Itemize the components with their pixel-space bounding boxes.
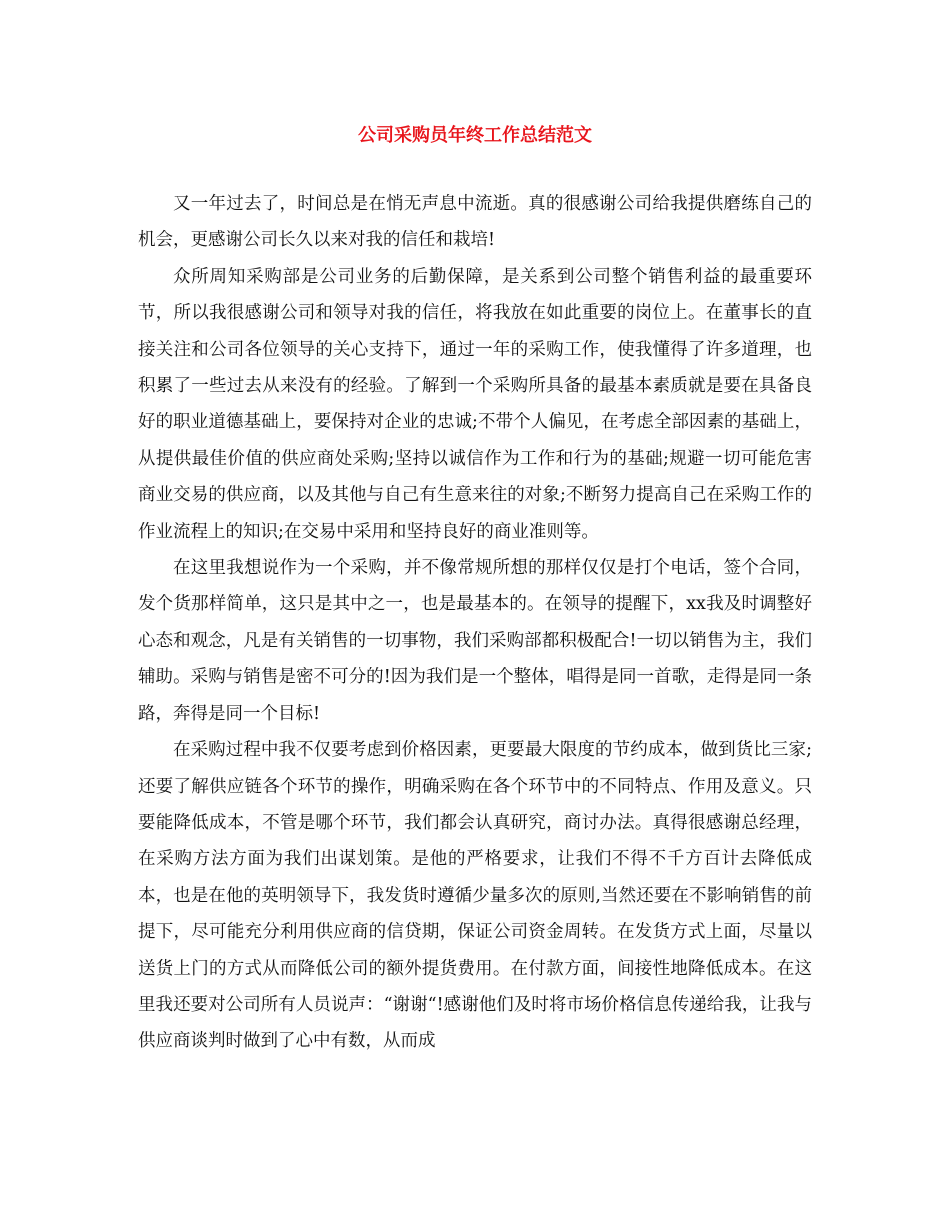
paragraph-3: 在这里我想说作为一个采购，并不像常规所想的那样仅仅是打个电话，签个合同，发个货那样简单，这只是其中之一，也是最基本的。在领导的提醒下，xx我及时调整好心态和观念，凡是有关销售的一切事物，我们采购部都积极配合!一切以销售为主，我们辅助。采购与销售是密不可分的!因为我们是一个整体，唱得是同一首歌，走得是同一条路，奔得是同一个目标! — [138, 558, 812, 724]
paragraph-1: 又一年过去了，时间总是在悄无声息中流逝。真的很感谢公司给我提供磨练自己的机会，更感谢公司长久以来对我的信任和栽培! — [138, 194, 812, 251]
document-title: 公司采购员年终工作总结范文 — [358, 125, 592, 146]
paragraph-2: 众所周知采购部是公司业务的后勤保障，是关系到公司整个销售利益的最重要环节，所以我很感谢公司和领导对我的信任，将我放在如此重要的岗位上。在董事长的直接关注和公司各位领导的关心支持下，通过一年的采购工作，使我懂得了许多道理，也积累了一些过去从来没有的经验。了解到一个采购所具备的最基本素质就是要在具备良好的职业道德基础上，要保持对企业的忠诚;不带个人偏见，在考虑全部因素的基础上，从提供最佳价值的供应商处采购;坚持以诚信作为工作和行为的基础;规避一切可能危害商业交易的供应商，以及其他与自己有生意来往的对象;不断努力提高自己在采购工作的作业流程上的知识;在交易中采用和坚持良好的商业准则等。 — [138, 266, 812, 542]
document-body — [138, 186, 812, 1060]
paragraph-4: 在采购过程中我不仅要考虑到价格因素，更要最大限度的节约成本，做到货比三家;还要了解供应链各个环节的操作，明确采购在各个环节中的不同特点、作用及意义。只要能降低成本，不管是哪个环节，我们都会认真研究，商讨办法。真得很感谢总经理，在采购方法方面为我们出谋划策。是他的严格要求，让我们不得不千方百计去降低成本，也是在他的英明领导下，我发货时遵循少量多次的原则,当然还要在不影响销售的前提下，尽可能充分利用供应商的信贷期，保证公司资金周转。在发货方式上面，尽量以送货上门的方式从而降低公司的额外提货费用。在付款方面，间接性地降低成本。在这里我还要对公司所有人员说声：“谢谢“!感谢他们及时将市场价格信息传递给我，让我与供应商谈判时做到了心中有数，从而成 — [138, 740, 812, 1052]
